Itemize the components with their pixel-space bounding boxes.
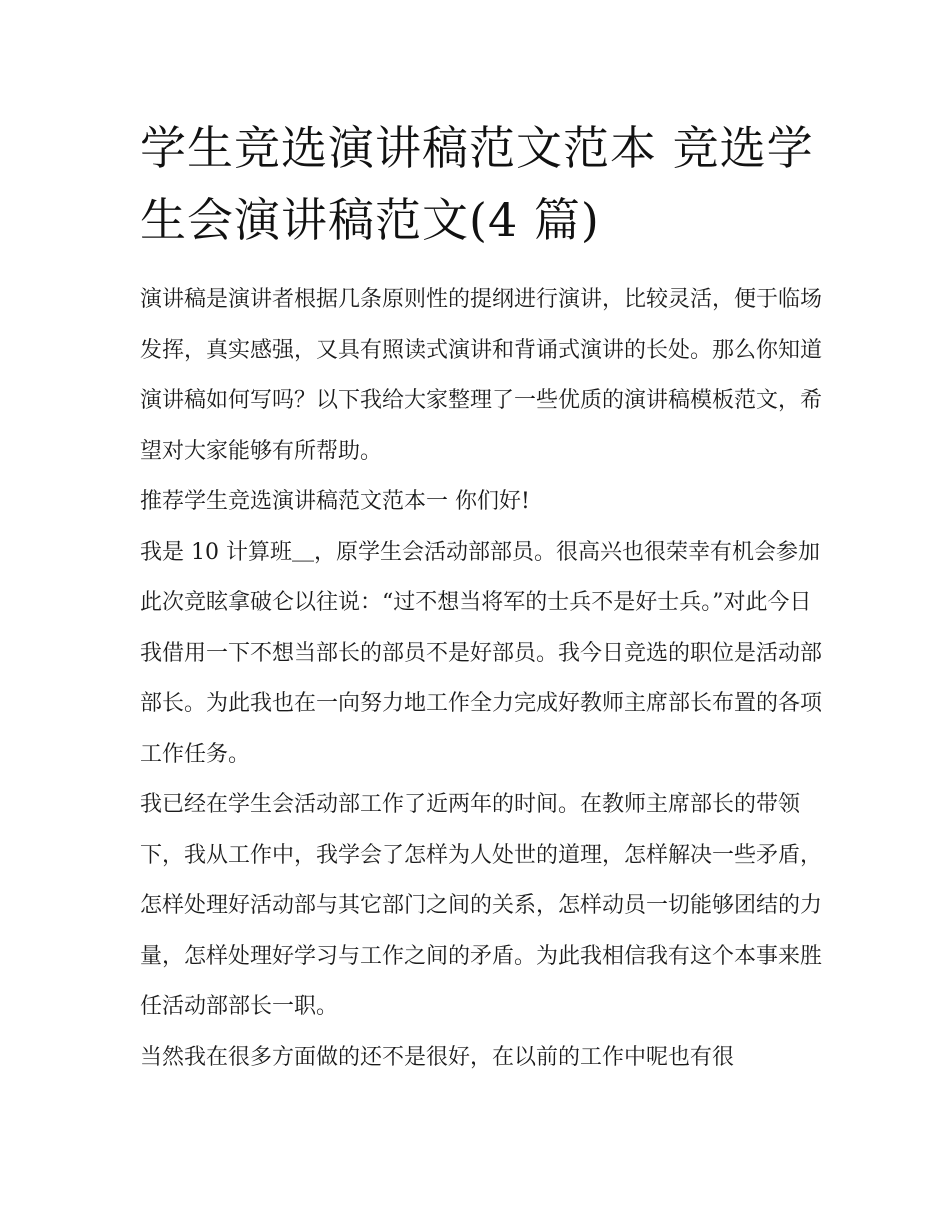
paragraph-experience: 我已经在学生会活动部工作了近两年的时间。在教师主席部长的带领下，我从工作中，我学会了怎样为人处世的道理，怎样解决一些矛盾，怎样处理好活动部与其它部门之间的关系，怎样动员一切能够团结的力量，怎样处理好学习与工作之间的矛盾。为此我相信我有这个本事来胜任活动部部长一职。 — [140, 792, 823, 1019]
paragraph-self-introduction: 我是 10 计算班＿，原学生会活动部部员。很高兴也很荣幸有机会参加此次竞眩拿破仑以往说：“过不想当将军的士兵不是好士兵。”对此今日我借用一下不想当部长的部员不是好部员。我今日竞选的职位是活动部部长。为此我也在一向努力地工作全力完成好教师主席部长布置的各项工作任务。 — [140, 539, 823, 767]
paragraph-greeting: 推荐学生竞选演讲稿范文范本一 你们好! — [140, 489, 530, 514]
document-title: 学生竞选演讲稿范文范本 竞选学生会演讲稿范文(4 篇) — [140, 121, 814, 247]
document-body — [140, 275, 830, 1083]
paragraph-intro: 演讲稿是演讲者根据几条原则性的提纲进行演讲，比较灵活，便于临场发挥，真实感强，又具有照读式演讲和背诵式演讲的长处。那么你知道演讲稿如何写吗？以下我给大家整理了一些优质的演讲稿模板范文，希望对大家能够有所帮助。 — [140, 287, 823, 464]
paragraph-shortcomings: 当然我在很多方面做的还不是很好，在以前的工作中呢也有很 — [140, 1044, 735, 1070]
